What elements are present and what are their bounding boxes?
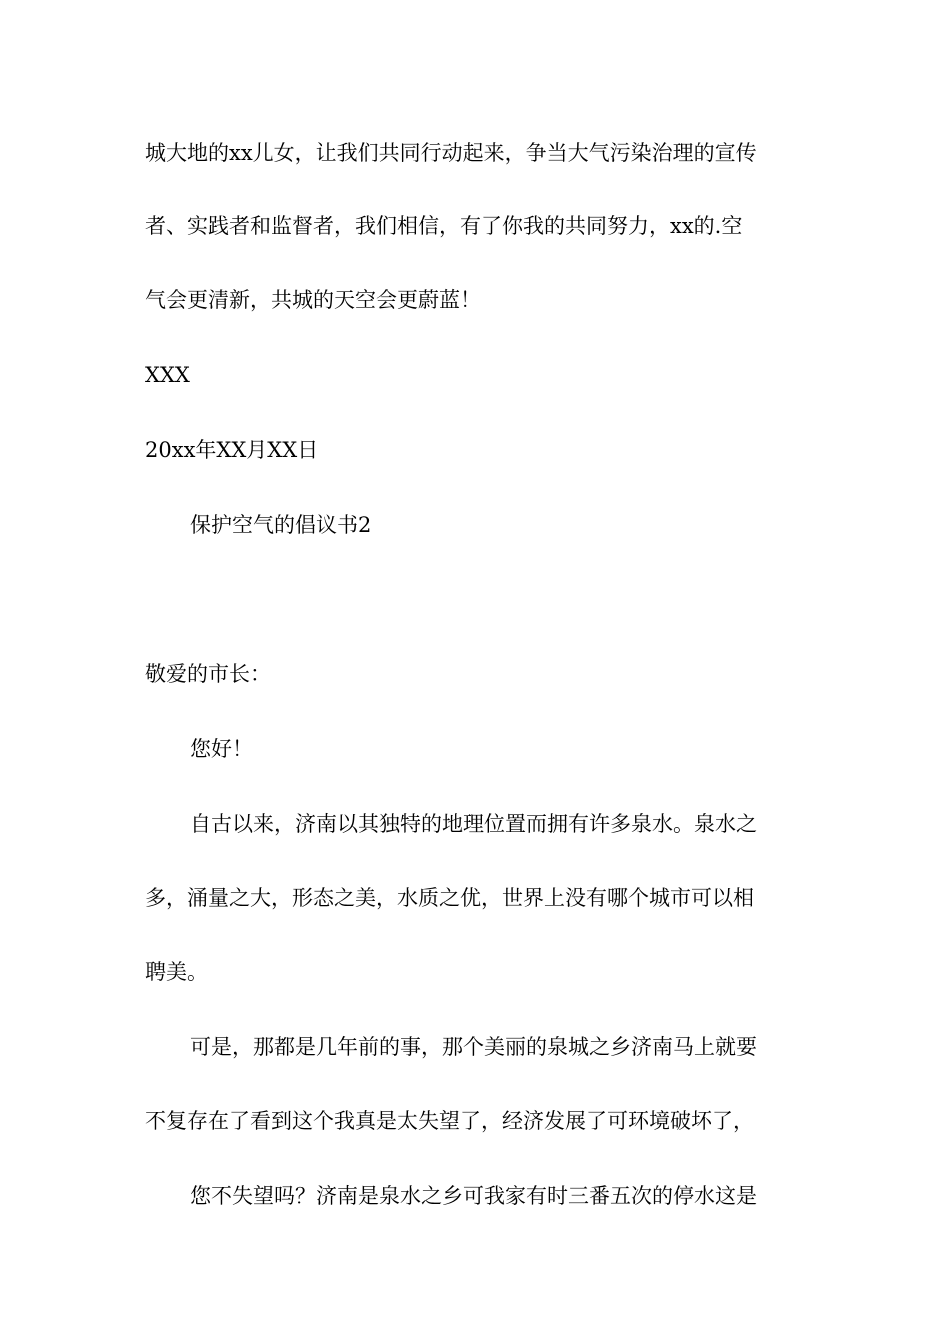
body-text-line: 您不失望吗？济南是泉水之乡可我家有时三番五次的停水这是 — [190, 1184, 757, 1208]
salutation: 敬爱的市长： — [145, 662, 271, 686]
body-text-line: 聘美。 — [145, 960, 208, 984]
body-text-line: 者、实践者和监督者，我们相信，有了你我的共同努力，xx的.空 — [145, 214, 743, 238]
body-text-line: 城大地的xx儿女，让我们共同行动起来，争当大气污染治理的宣传 — [145, 141, 757, 165]
body-text-line: 自古以来，济南以其独特的地理位置而拥有许多泉水。泉水之 — [190, 812, 757, 836]
body-text-line: 气会更清新，共城的天空会更蔚蓝！ — [145, 288, 481, 312]
body-text-line: 不复存在了看到这个我真是太失望了，经济发展了可环境破坏了， — [145, 1109, 754, 1133]
body-text-line: 多，涌量之大，形态之美，水质之优，世界上没有哪个城市可以相 — [145, 886, 754, 910]
signature-line: XXX — [145, 363, 190, 387]
greeting: 您好！ — [190, 737, 253, 761]
date-line: 20xx年XX月XX日 — [145, 438, 319, 462]
section-title: 保护空气的倡议书2 — [190, 513, 372, 537]
body-text-line: 可是，那都是几年前的事，那个美丽的泉城之乡济南马上就要 — [190, 1035, 757, 1059]
